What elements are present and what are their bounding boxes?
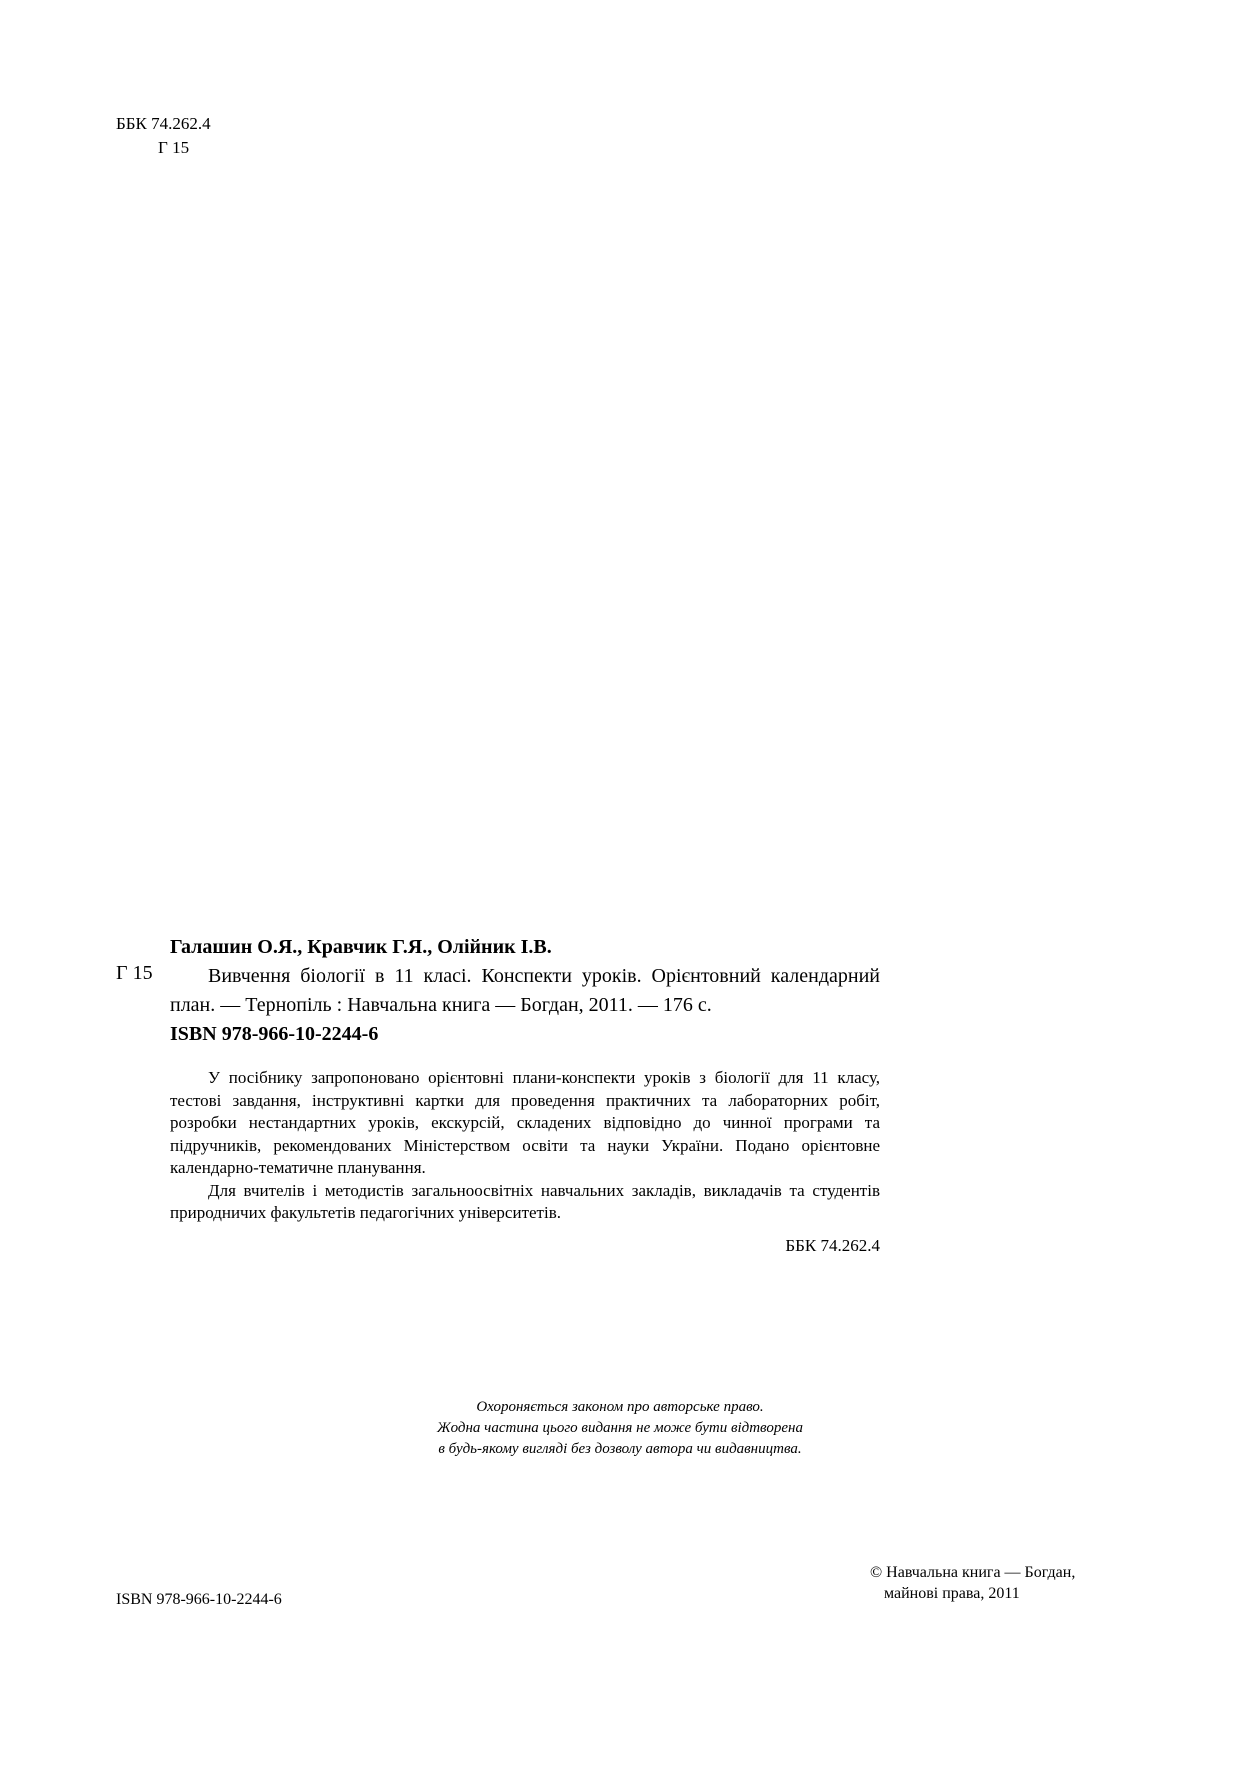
copyright-notice-line: Охороняється законом про авторське право. <box>476 1399 764 1415</box>
book-isbn: ISBN 978-966-10-2244-6 <box>170 1023 379 1045</box>
footer-isbn: ISBN 978-966-10-2244-6 <box>116 1591 282 1608</box>
copyright-notice <box>360 1397 880 1460</box>
book-description: Вивчення біології в 11 класі. Конспекти уроків. Орієнтовний календарний план. — Тернопіль : Навчальна книга — Богдан, 2011. — 176 с. <box>170 965 880 1016</box>
copyright-holder-line: © Навчальна книга — Богдан, <box>870 1564 1076 1581</box>
copyright-notice-line: в будь-якому вигляді без дозволу автора чи видавництва. <box>438 1441 802 1457</box>
annotation-bbk: ББК 74.262.4 <box>785 1236 880 1255</box>
annotation-paragraph: У посібнику запропоновано орієнтовні плани-конспекти уроків з біології для 11 класу, тестові завдання, інструктивні картки для проведення практичних та лабораторних робіт, розробки нестандартних уроків, екскурсій, складених відповідно до чинної програми та підручників, рекомендованих Міністерством освіти та науки України. Подано орієнтовне календарно-тематичне планування. <box>170 1068 880 1177</box>
author-mark: Г 15 <box>158 138 190 157</box>
annotation <box>170 1067 880 1225</box>
bbk-index: ББК 74.262.4 <box>116 114 211 133</box>
author-code: Г 15 <box>116 962 153 984</box>
book-authors: Галашин О.Я., Кравчик Г.Я., Олійник І.В. <box>170 936 552 958</box>
annotation-paragraph: Для вчителів і методистів загальноосвітніх навчальних закладів, викладачів та студентів природничих факультетів педагогічних університетів. <box>170 1180 880 1222</box>
copyright-holder <box>870 1562 1075 1604</box>
copyright-notice-line: Жодна частина цього видання не може бути відтворена <box>437 1420 803 1436</box>
copyright-holder-line: майнові права, 2011 <box>884 1585 1020 1602</box>
